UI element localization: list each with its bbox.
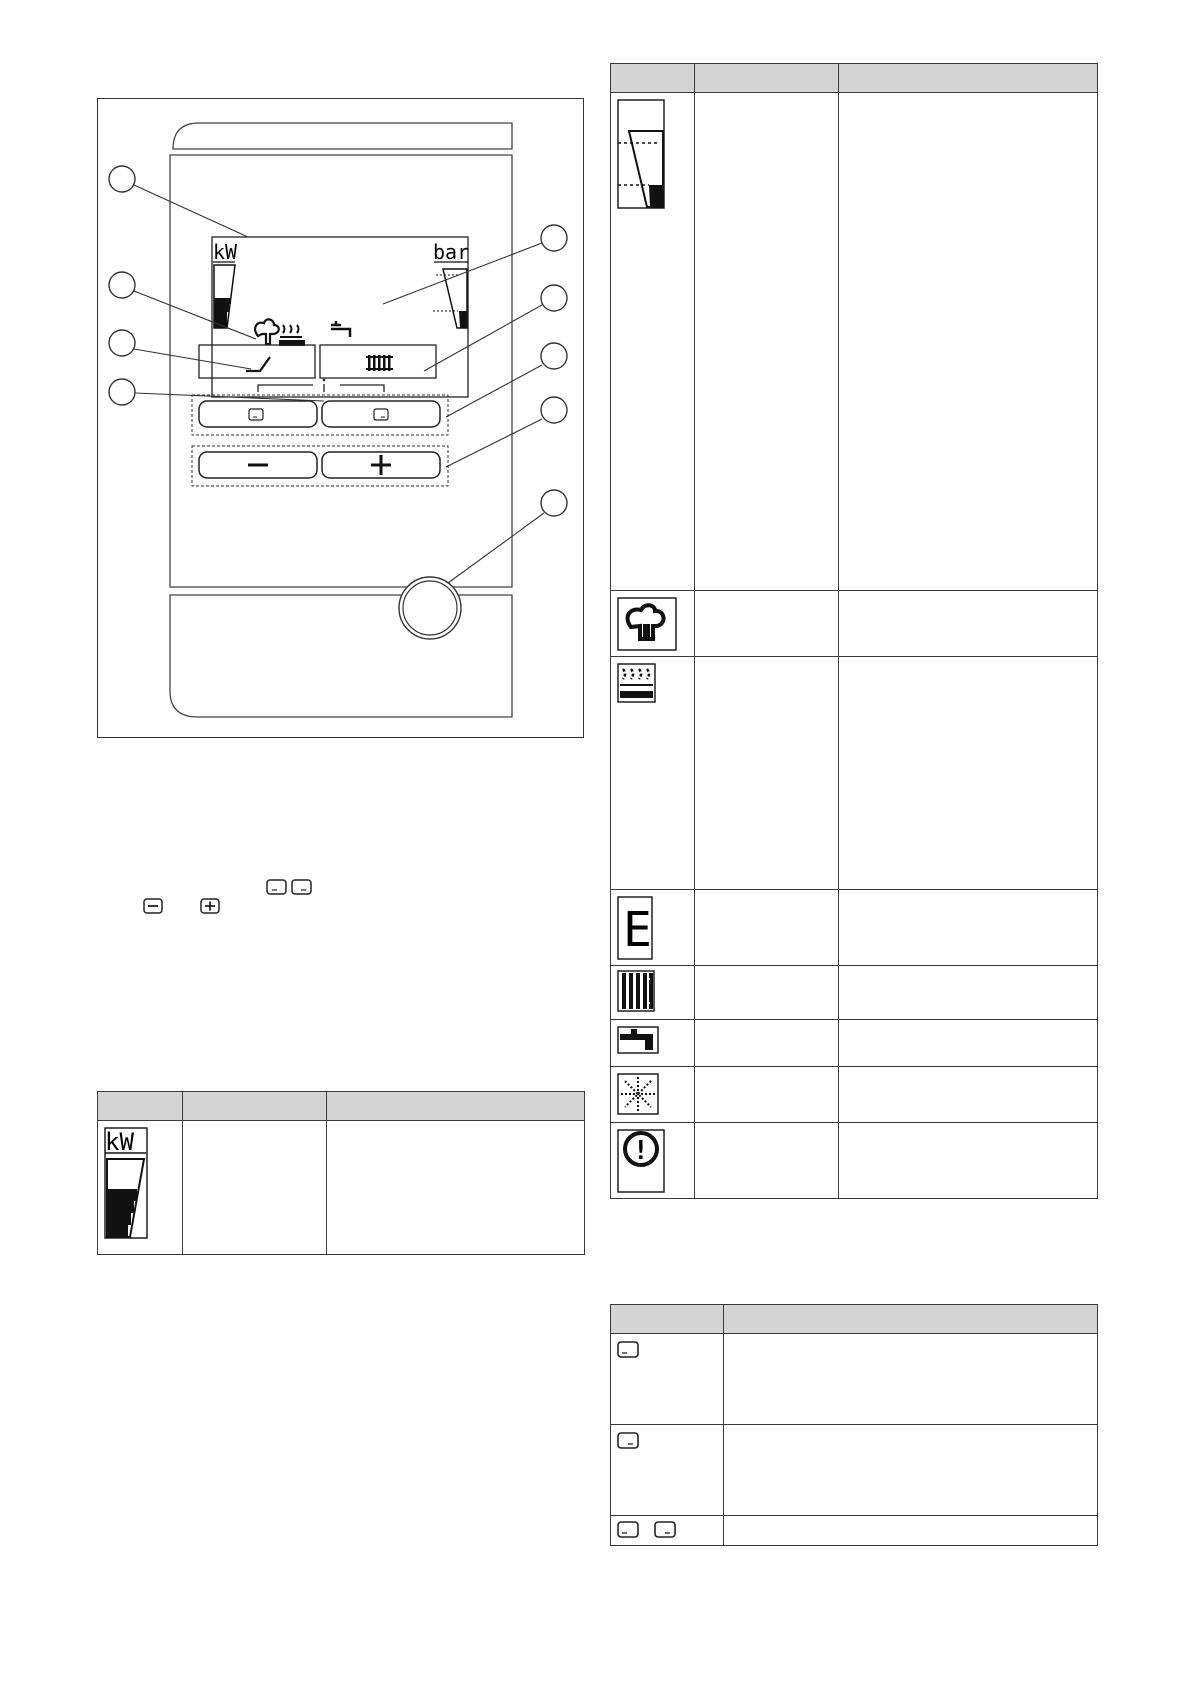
radiator-icon: [617, 970, 657, 1014]
operating-panel-drawing: [98, 99, 585, 739]
power-symbol-table: [97, 1091, 585, 1255]
heating-mode-icon: [617, 663, 657, 703]
warning-icon: [617, 1129, 667, 1193]
table-row: [611, 966, 1098, 1020]
main-switch-button[interactable]: [399, 577, 461, 639]
power-bar-graph-icon: [104, 1127, 150, 1239]
both-selection-keys-icon: [617, 1520, 687, 1540]
table-header-row: [611, 64, 1098, 93]
table-row: [611, 1516, 1098, 1546]
callout-leaders: [134, 185, 544, 583]
table-row: [611, 890, 1098, 966]
svg-text:E: E: [623, 902, 652, 958]
table-row: [98, 1121, 585, 1255]
operating-panel-figure: [97, 98, 584, 738]
table-row: [611, 591, 1098, 657]
flame-icon: [617, 597, 677, 651]
table-row: [611, 1123, 1098, 1199]
table-row: [611, 1425, 1098, 1516]
svg-text:!: !: [633, 1136, 649, 1166]
hot-water-tap-icon: [617, 1026, 661, 1056]
table-row: [611, 1020, 1098, 1067]
left-selection-key[interactable]: [199, 401, 317, 427]
lcd-radiator-icon: [366, 355, 393, 371]
lcd-pressure-unit: bar: [433, 240, 470, 264]
left-selection-key-icon: [617, 1340, 641, 1360]
table-row: [611, 1334, 1098, 1425]
lcd-power-unit: kW: [213, 240, 238, 264]
table-row: [611, 93, 1098, 591]
right-selection-key[interactable]: [322, 401, 440, 427]
lcd-power-bar: [214, 265, 235, 328]
lcd-flame-icon: [255, 319, 279, 344]
lcd-left-softkey-label: [199, 345, 315, 378]
lcd-tap-icon: [331, 321, 350, 337]
table-header-row: [611, 1305, 1098, 1334]
frost-protection-icon: [617, 1073, 661, 1117]
table-row: [611, 1067, 1098, 1123]
right-selection-key-icon: [617, 1431, 641, 1451]
lcd-heating-icon: [280, 325, 304, 345]
table-row: [611, 657, 1098, 890]
pressure-bar-graph-icon: [617, 99, 667, 209]
plus-key-inline-icon: [200, 897, 220, 915]
minus-key-inline-icon: [143, 897, 163, 915]
display-symbol-table: [610, 63, 1098, 1199]
callout-markers: [109, 166, 567, 516]
table-header-row: [98, 1092, 585, 1121]
selection-keys-inline-icon: [266, 878, 316, 896]
key-function-table: [610, 1304, 1098, 1546]
error-e-icon: [617, 896, 657, 960]
svg-text:kW: kW: [105, 1128, 134, 1156]
